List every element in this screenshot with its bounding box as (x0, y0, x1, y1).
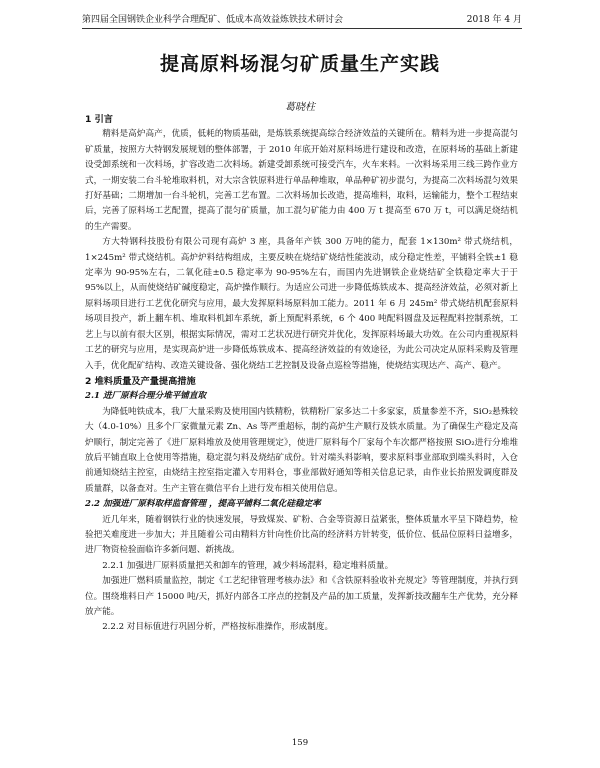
section-heading-measures: 2 堆料质量及产量提高措施 (85, 375, 196, 387)
paragraph: 方大特钢科技股份有限公司现有高炉 3 座，具备年产铁 300 万吨的能力，配套 1×130m² 带式烧结机，1×245m² 带式烧结机。高炉炉料结构组成，主要反映在烧结矿烧结性能波动，成分稳定性差，平铺料全铁±1 稳定率为 90-95%左右，二氧化硅±0.5 稳定率为 90-95%左右，而国内先进钢铁企业烧结矿全铁稳定率大于于 95%以上，从而使烧结矿碱度稳定，高炉操作顺行。为适应公司进一步降低炼铁成本、提高经济效益，必须对新上原料场项目进行工艺优化研究与应用，最大发挥原料场原料加工能力。2011 年 6 月 245m² 带式烧结机配套原料场项目投产，新上翻车机、堆取料机卸车系统，新上预配料系统，6 个 400 吨配料圆盘及远程配料控制系统，工艺上与以前有很大区别，根据实际情况，需对工艺状况进行研究并优化，发挥原料场最大功效。在公司内重视原料工艺的研究与应用，是实现高炉进一步降低炼铁成本、提高经济效益的有效途径，为此公司决定从原料采购及管理入手，优化配矿结构、改造关键设备、强化烧结工艺控制及设备点巡检等措施，使烧结实现达产、高产、稳产。 (85, 237, 518, 371)
paragraph: 为降低吨铁成本，我厂大量采购及使用国内铁精粉，铁精粉厂家多达二十多家家，质量参差不齐，SiO₂悬殊较大（4.0-10%）且多个厂家微量元素 Zn、As 等严重超标，制约高炉生产顺行及铁水质量。为了确保生产稳定及高炉顺行，制定完善了《进厂原料堆放及使用管理规定》，使进厂原料每个厂家每个车次都严格按照 SiO₂进行分堆堆放后平铺直取上仓使用等措施，稳定混匀料及烧结矿成份。针对端头料影响，要求原料事业部取到端头料时，入仓前通知烧结主控室，由烧结主控室指定灌入专用料仓，事业部做好通知等相关信息记录，由作业长抬照发调度群及质量群，以备查对。生产主管在微信平台上进行发布相关使用信息。 (85, 406, 518, 494)
article-body (85, 112, 518, 636)
paper-title: 提高原料场混匀矿质量生产实践 (159, 53, 440, 75)
subsection-heading-2-2: 2.2 加强进厂原料取样监督管理 ，提高平铺料二氧化硅稳定率 (85, 499, 321, 510)
author-name: 葛晓柱 (285, 102, 315, 113)
page-number: 159 (291, 738, 309, 748)
paragraph: 加强进厂燃料质量监控，制定《工艺纪律管理考核办法》和《含铁原料验收补充规定》等管理制度，并执行到位。围绕堆料日产 15000 吨/天，抓好内部各工序点的控制及产品的加工质量，发挥新技改翻车生产优势，充分释放产能。 (85, 576, 518, 617)
running-header-date: 2018 年 4 月 (466, 15, 522, 25)
paragraph: 2.2.1 加强进厂原料质量把关和卸车的管理，减少料场混料，稳定堆料质量。 (102, 560, 394, 571)
running-header-conference: 第四届全国钢铁企业科学合理配矿、低成本高效益炼铁技术研讨会 (82, 15, 344, 25)
running-header (82, 12, 522, 29)
paragraph: 近几年来，随着钢铁行业的快速发展，导致煤炭、矿粉、合金等资源日益紧张，整体质量水平呈下降趋势，检验把关难度进一步加大；并且随着公司由精料方针向性价比高的经济料方针转变，低价位、低品位原料日益增多，进厂物资检验面临许多新问题、新挑战。 (85, 514, 518, 556)
subsection-heading-2-1: 2.1 进厂原料合理分堆平铺直取 (85, 391, 207, 402)
section-heading-introduction: 1 引言 (85, 114, 113, 125)
paragraph: 2.2.2 对目标值进行巩固分析，严格按标准操作，形成制度。 (102, 622, 334, 633)
paragraph: 精料是高炉高产，优质，低耗的物质基础，是炼铁系统提高综合经济效益的关键所在。精料为进一步提高混匀矿质量，按照方大特钢发展规划的整体部署，于 2010 年底开始对原料场进行建设和改造，在原料场的基础上新建设受卸系统和一次料场，扩容改造二次料场。新建受卸系统可接受汽车，火车来料。一次料场采用三线三跨作业方式，一期安装二台斗轮堆取料机，对大宗含铁原料进行单品种堆取，单品种矿初步混匀，为提高二次料场混匀效果打好基础；二期增加一台斗轮机，完善工艺布置。二次料场加长改造，提高堆料，取料，运输能力，整个工程结束后，完善了原料场工艺配置，提高了混匀矿质量，加工混匀矿能力由 400 万 t 提高至 670 万 t，可以满足烧结机的生产需要。 (85, 129, 518, 232)
